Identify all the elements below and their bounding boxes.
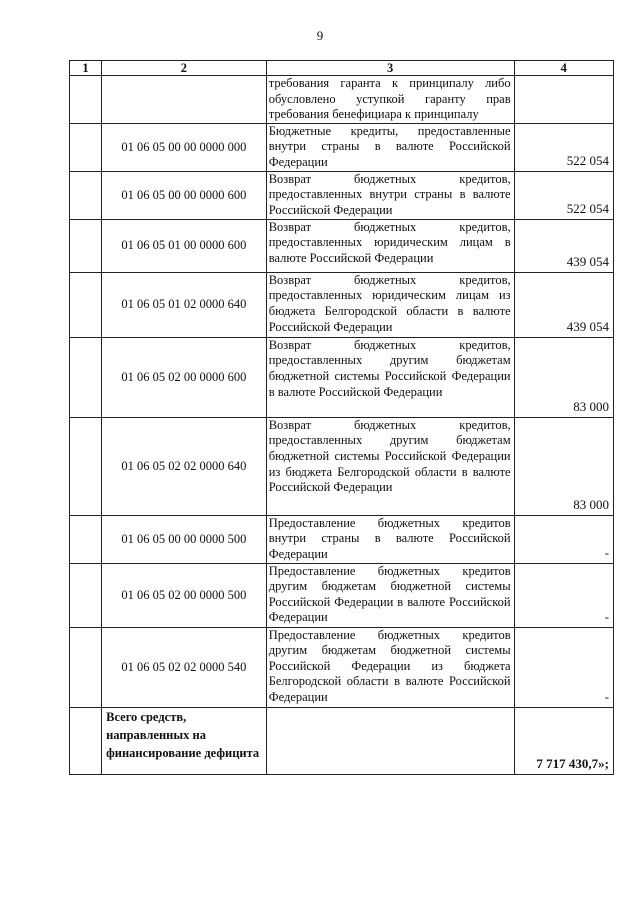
name-cell: Бюджетные кредиты, предоставленные внутри страны в валюте Российской Федерации [266,123,514,171]
name-cell: Предоставление бюджетных кредитов другим бюджетам бюджетной системы Российской Федерации в валюте Российской Федерации [266,563,514,627]
row-number-cell [70,563,102,627]
row-number-cell [70,515,102,563]
page-number: 9 [316,28,324,43]
total-amount: 7 717 430,7»; [514,707,613,774]
table-row [70,337,614,417]
amount-cell [514,76,613,124]
total-name-cell [266,707,514,774]
code-cell: 01 06 05 02 02 0000 540 [102,627,267,707]
row-number-cell [70,417,102,515]
amount-cell: 439 054 [514,272,613,337]
row-number-cell [70,76,102,124]
row-number-cell [70,627,102,707]
name-cell: Возврат бюджетных кредитов, предоставленных другим бюджетам бюджетной системы Российской Федерации из бюджета Белгородской области в валюте Российской Федерации [266,417,514,515]
code-cell [102,76,267,124]
header-col-1: 1 [70,61,102,76]
amount-cell: 83 000 [514,337,613,417]
table-header-row [70,61,614,76]
name-cell: Возврат бюджетных кредитов, предоставленных юридическим лицам из бюджета Белгородской области в валюте Российской Федерации [266,272,514,337]
name-cell: Возврат бюджетных кредитов, предоставленных юридическим лицам в валюте Российской Федерации [266,219,514,272]
code-cell: 01 06 05 01 00 0000 600 [102,219,267,272]
row-number-cell [70,337,102,417]
code-cell: 01 06 05 01 02 0000 640 [102,272,267,337]
amount-cell: - [514,515,613,563]
table-row [70,627,614,707]
amount-cell: 83 000 [514,417,613,515]
table-row [70,123,614,171]
budget-table [69,60,614,775]
amount-cell: 522 054 [514,171,613,219]
name-cell: требования гаранта к принципалу либо обусловлено уступкой гаранту прав требования бенефициара к принципалу [266,76,514,124]
table-row [70,76,614,124]
amount-cell: 522 054 [514,123,613,171]
row-number-cell [70,272,102,337]
name-cell: Предоставление бюджетных кредитов другим бюджетам бюджетной системы Российской Федерации из бюджета Белгородской области в валюте Российской Федерации [266,627,514,707]
name-cell: Предоставление бюджетных кредитов внутри страны в валюте Российской Федерации [266,515,514,563]
table-row [70,219,614,272]
total-row [70,707,614,774]
amount-cell: 439 054 [514,219,613,272]
code-cell: 01 06 05 00 00 0000 000 [102,123,267,171]
row-number-cell [70,219,102,272]
table-row [70,563,614,627]
header-col-2: 2 [102,61,267,76]
header-col-3: 3 [266,61,514,76]
code-cell: 01 06 05 02 00 0000 500 [102,563,267,627]
row-number-cell [70,123,102,171]
code-cell: 01 06 05 02 02 0000 640 [102,417,267,515]
table-row [70,171,614,219]
table-row [70,515,614,563]
code-cell: 01 06 05 02 00 0000 600 [102,337,267,417]
row-number-cell [70,707,102,774]
name-cell: Возврат бюджетных кредитов, предоставленных внутри страны в валюте Российской Федерации [266,171,514,219]
amount-cell: - [514,627,613,707]
amount-cell: - [514,563,613,627]
name-cell: Возврат бюджетных кредитов, предоставленных другим бюджетам бюджетной системы Российской Федерации в валюте Российской Федерации [266,337,514,417]
table-row [70,417,614,515]
header-col-4: 4 [514,61,613,76]
table-row [70,272,614,337]
row-number-cell [70,171,102,219]
total-label: Всего средств, направленных на финансирование дефицита [102,707,267,774]
code-cell: 01 06 05 00 00 0000 600 [102,171,267,219]
code-cell: 01 06 05 00 00 0000 500 [102,515,267,563]
